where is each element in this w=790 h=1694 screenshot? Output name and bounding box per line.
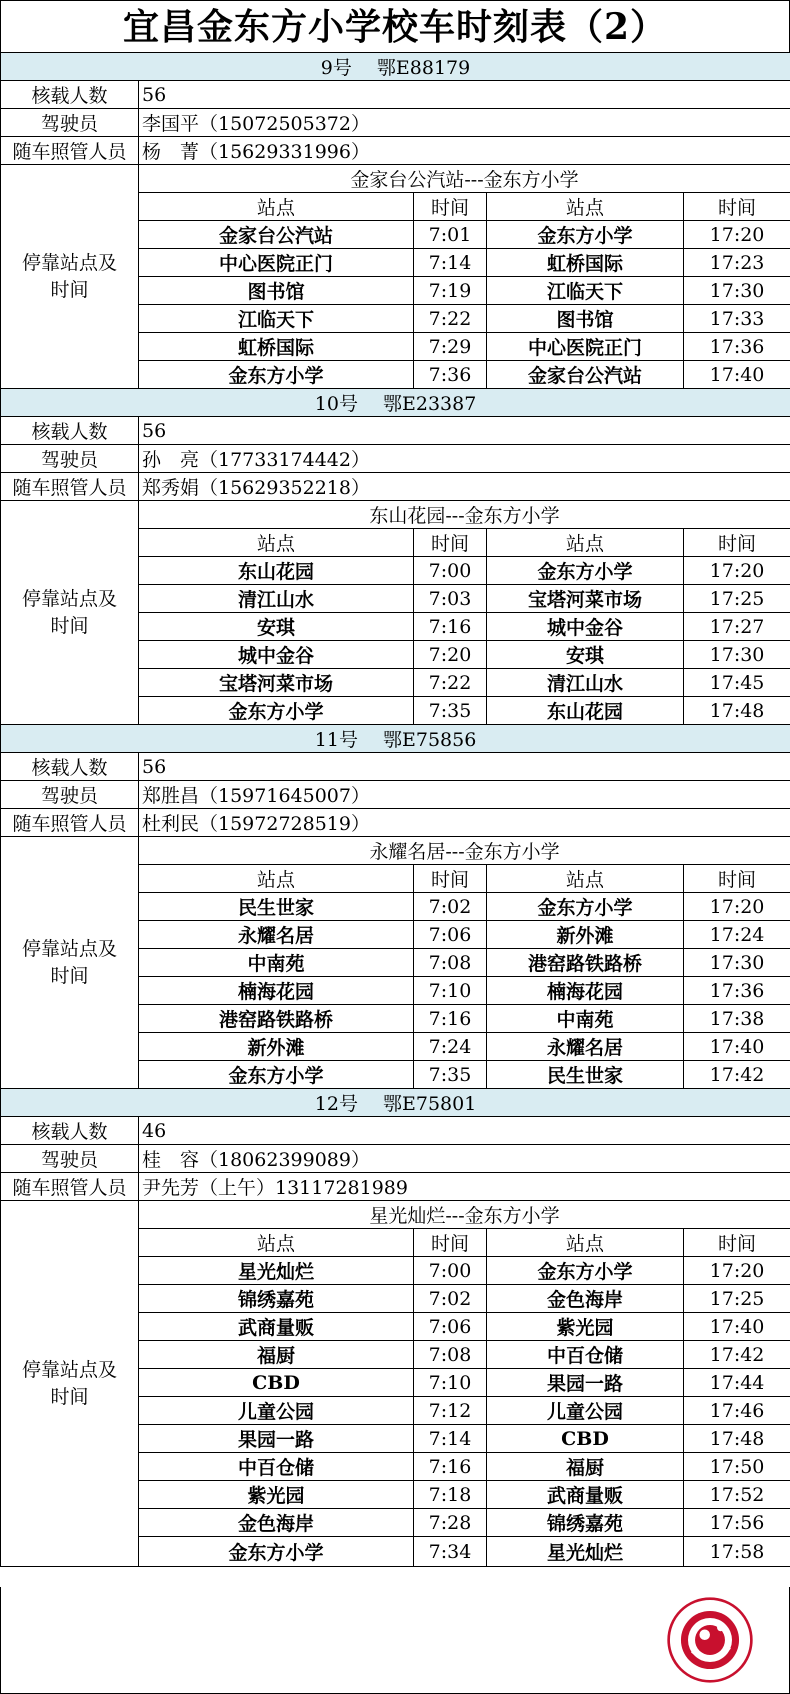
am-stop: 金色海岸 [139, 1509, 414, 1537]
capacity-label: 核载人数 [1, 753, 139, 781]
col-header-am-stop: 站点 [139, 865, 414, 893]
driver-value: 桂 容（18062399089） [139, 1145, 790, 1173]
pm-time: 17:30 [684, 277, 790, 305]
stops-label-line1: 停靠站点及 [21, 937, 117, 960]
bus-header: 9号 鄂E88179 [1, 53, 790, 81]
pm-time: 17:25 [684, 585, 790, 613]
pm-stop: 城中金谷 [487, 613, 684, 641]
am-stop: 新外滩 [139, 1033, 414, 1061]
am-stop: 清江山水 [139, 585, 414, 613]
stops-label-line2: 时间 [50, 278, 89, 301]
pm-stop: 金色海岸 [487, 1285, 684, 1313]
bus-header: 10号 鄂E23387 [1, 389, 790, 417]
pm-stop: CBD [487, 1425, 684, 1453]
am-time: 7:22 [414, 305, 487, 333]
am-time: 7:08 [414, 949, 487, 977]
am-time: 7:10 [414, 1369, 487, 1397]
am-stop: 紫光园 [139, 1481, 414, 1509]
am-stop: 图书馆 [139, 277, 414, 305]
am-time: 7:12 [414, 1397, 487, 1425]
am-time: 7:28 [414, 1509, 487, 1537]
am-stop: 楠海花园 [139, 977, 414, 1005]
pm-stop: 福厨 [487, 1453, 684, 1481]
am-stop: 安琪 [139, 613, 414, 641]
am-time: 7:34 [414, 1537, 487, 1567]
col-header-am-time: 时间 [414, 1229, 487, 1257]
pm-time: 17:36 [684, 977, 790, 1005]
stops-label-line2: 时间 [50, 1385, 89, 1408]
am-stop: 儿童公园 [139, 1397, 414, 1425]
route-name: 永耀名居---金东方小学 [139, 837, 790, 865]
pm-time: 17:30 [684, 641, 790, 669]
pm-time: 17:23 [684, 249, 790, 277]
am-stop: 金东方小学 [139, 361, 414, 389]
pm-stop: 楠海花园 [487, 977, 684, 1005]
capacity-label: 核载人数 [1, 81, 139, 109]
attendant-label: 随车照管人员 [1, 473, 139, 501]
pm-stop: 金东方小学 [487, 893, 684, 921]
pm-time: 17:56 [684, 1509, 790, 1537]
pm-time: 17:52 [684, 1481, 790, 1509]
col-header-pm-stop: 站点 [487, 1229, 684, 1257]
col-header-pm-time: 时间 [684, 529, 790, 557]
pm-stop: 新外滩 [487, 921, 684, 949]
am-time: 7:16 [414, 613, 487, 641]
pm-stop: 中心医院正门 [487, 333, 684, 361]
pm-stop: 果园一路 [487, 1369, 684, 1397]
am-stop: 东山花园 [139, 557, 414, 585]
capacity-value: 56 [139, 417, 790, 445]
am-stop: 虹桥国际 [139, 333, 414, 361]
pm-stop: 金东方小学 [487, 1257, 684, 1285]
pm-time: 17:40 [684, 1033, 790, 1061]
am-time: 7:01 [414, 221, 487, 249]
am-time: 7:22 [414, 669, 487, 697]
am-stop: 武商量贩 [139, 1313, 414, 1341]
stops-label-line2: 时间 [50, 964, 89, 987]
am-time: 7:03 [414, 585, 487, 613]
capacity-value: 46 [139, 1117, 790, 1145]
am-stop: 金家台公汽站 [139, 221, 414, 249]
pm-stop: 虹桥国际 [487, 249, 684, 277]
pm-time: 17:25 [684, 1285, 790, 1313]
pm-stop: 中南苑 [487, 1005, 684, 1033]
pm-stop: 金家台公汽站 [487, 361, 684, 389]
pm-time: 17:40 [684, 1313, 790, 1341]
attendant-label: 随车照管人员 [1, 809, 139, 837]
pm-stop: 图书馆 [487, 305, 684, 333]
am-stop: 中心医院正门 [139, 249, 414, 277]
col-header-am-stop: 站点 [139, 529, 414, 557]
am-time: 7:08 [414, 1341, 487, 1369]
col-header-pm-stop: 站点 [487, 865, 684, 893]
capacity-value: 56 [139, 753, 790, 781]
pm-stop: 港窑路铁路桥 [487, 949, 684, 977]
am-stop: 城中金谷 [139, 641, 414, 669]
col-header-pm-time: 时间 [684, 865, 790, 893]
pm-time: 17:45 [684, 669, 790, 697]
pm-time: 17:38 [684, 1005, 790, 1033]
pm-time: 17:48 [684, 1425, 790, 1453]
am-stop: 港窑路铁路桥 [139, 1005, 414, 1033]
attendant-label: 随车照管人员 [1, 1173, 139, 1201]
pm-time: 17:20 [684, 221, 790, 249]
am-time: 7:02 [414, 893, 487, 921]
stops-label [1, 501, 139, 725]
capacity-label: 核载人数 [1, 1117, 139, 1145]
col-header-am-time: 时间 [414, 529, 487, 557]
pm-time: 17:20 [684, 1257, 790, 1285]
am-stop: 宝塔河菜市场 [139, 669, 414, 697]
pm-stop: 中百仓储 [487, 1341, 684, 1369]
am-stop: 金东方小学 [139, 1061, 414, 1089]
driver-label: 驾驶员 [1, 781, 139, 809]
driver-value: 李国平（15072505372） [139, 109, 790, 137]
pm-stop: 民生世家 [487, 1061, 684, 1089]
am-time: 7:24 [414, 1033, 487, 1061]
driver-label: 驾驶员 [1, 109, 139, 137]
pm-time: 17:30 [684, 949, 790, 977]
pm-time: 17:40 [684, 361, 790, 389]
attendant-value: 郑秀娟（15629352218） [139, 473, 790, 501]
attendant-value: 尹先芳（上午）13117281989 [139, 1173, 790, 1201]
stops-label [1, 1201, 139, 1567]
schedule-table [0, 52, 790, 1567]
driver-label: 驾驶员 [1, 1145, 139, 1173]
route-name: 东山花园---金东方小学 [139, 501, 790, 529]
am-stop: 星光灿烂 [139, 1257, 414, 1285]
am-stop: 江临天下 [139, 305, 414, 333]
am-time: 7:00 [414, 1257, 487, 1285]
pm-time: 17:20 [684, 893, 790, 921]
am-time: 7:00 [414, 557, 487, 585]
am-time: 7:16 [414, 1453, 487, 1481]
stops-label-line2: 时间 [50, 614, 89, 637]
pm-stop: 江临天下 [487, 277, 684, 305]
am-time: 7:19 [414, 277, 487, 305]
am-stop: 金东方小学 [139, 697, 414, 725]
pm-stop: 东山花园 [487, 697, 684, 725]
pm-time: 17:27 [684, 613, 790, 641]
pm-time: 17:24 [684, 921, 790, 949]
pm-stop: 安琪 [487, 641, 684, 669]
pm-stop: 锦绣嘉苑 [487, 1509, 684, 1537]
route-name: 星光灿烂---金东方小学 [139, 1201, 790, 1229]
driver-value: 孙 亮（17733174442） [139, 445, 790, 473]
stops-label-line1: 停靠站点及 [21, 1358, 117, 1381]
am-time: 7:35 [414, 697, 487, 725]
pm-stop: 宝塔河菜市场 [487, 585, 684, 613]
pm-time: 17:58 [684, 1537, 790, 1567]
pm-stop: 金东方小学 [487, 557, 684, 585]
am-time: 7:16 [414, 1005, 487, 1033]
pm-time: 17:46 [684, 1397, 790, 1425]
bus-header: 11号 鄂E75856 [1, 725, 790, 753]
attendant-value: 杨 菁（15629331996） [139, 137, 790, 165]
capacity-value: 56 [139, 81, 790, 109]
col-header-am-time: 时间 [414, 865, 487, 893]
col-header-pm-time: 时间 [684, 1229, 790, 1257]
capacity-label: 核载人数 [1, 417, 139, 445]
route-name: 金家台公汽站---金东方小学 [139, 165, 790, 193]
attendant-value: 杜利民（15972728519） [139, 809, 790, 837]
am-stop: 民生世家 [139, 893, 414, 921]
am-stop: 金东方小学 [139, 1537, 414, 1567]
col-header-am-time: 时间 [414, 193, 487, 221]
am-time: 7:14 [414, 249, 487, 277]
pm-stop: 永耀名居 [487, 1033, 684, 1061]
stops-label-line1: 停靠站点及 [21, 251, 117, 274]
am-stop: CBD [139, 1369, 414, 1397]
am-stop: 锦绣嘉苑 [139, 1285, 414, 1313]
pm-time: 17:42 [684, 1061, 790, 1089]
pm-time: 17:36 [684, 333, 790, 361]
attendant-label: 随车照管人员 [1, 137, 139, 165]
pm-time: 17:50 [684, 1453, 790, 1481]
am-time: 7:29 [414, 333, 487, 361]
page-title: 宜昌金东方小学校车时刻表（2） [0, 0, 790, 52]
pm-stop: 武商量贩 [487, 1481, 684, 1509]
stops-label [1, 837, 139, 1089]
am-stop: 福厨 [139, 1341, 414, 1369]
am-time: 7:06 [414, 1313, 487, 1341]
am-stop: 中南苑 [139, 949, 414, 977]
am-time: 7:10 [414, 977, 487, 1005]
am-stop: 中百仓储 [139, 1453, 414, 1481]
bus-header: 12号 鄂E75801 [1, 1089, 790, 1117]
stops-label-line1: 停靠站点及 [21, 587, 117, 610]
am-stop: 永耀名居 [139, 921, 414, 949]
col-header-am-stop: 站点 [139, 193, 414, 221]
pm-stop: 儿童公园 [487, 1397, 684, 1425]
pm-time: 17:42 [684, 1341, 790, 1369]
am-time: 7:18 [414, 1481, 487, 1509]
pm-stop: 清江山水 [487, 669, 684, 697]
stops-label [1, 165, 139, 389]
pm-time: 17:44 [684, 1369, 790, 1397]
am-time: 7:36 [414, 361, 487, 389]
am-time: 7:14 [414, 1425, 487, 1453]
col-header-pm-stop: 站点 [487, 193, 684, 221]
pm-time: 17:33 [684, 305, 790, 333]
am-time: 7:06 [414, 921, 487, 949]
driver-value: 郑胜昌（15971645007） [139, 781, 790, 809]
pm-time: 17:20 [684, 557, 790, 585]
am-time: 7:02 [414, 1285, 487, 1313]
col-header-am-stop: 站点 [139, 1229, 414, 1257]
am-time: 7:20 [414, 641, 487, 669]
col-header-pm-stop: 站点 [487, 529, 684, 557]
driver-label: 驾驶员 [1, 445, 139, 473]
schedule-body [1, 53, 790, 1567]
col-header-pm-time: 时间 [684, 193, 790, 221]
pm-stop: 金东方小学 [487, 221, 684, 249]
am-time: 7:35 [414, 1061, 487, 1089]
pm-stop: 星光灿烂 [487, 1537, 684, 1567]
pm-time: 17:48 [684, 697, 790, 725]
pm-stop: 紫光园 [487, 1313, 684, 1341]
am-stop: 果园一路 [139, 1425, 414, 1453]
school-logo-icon [666, 1596, 754, 1684]
